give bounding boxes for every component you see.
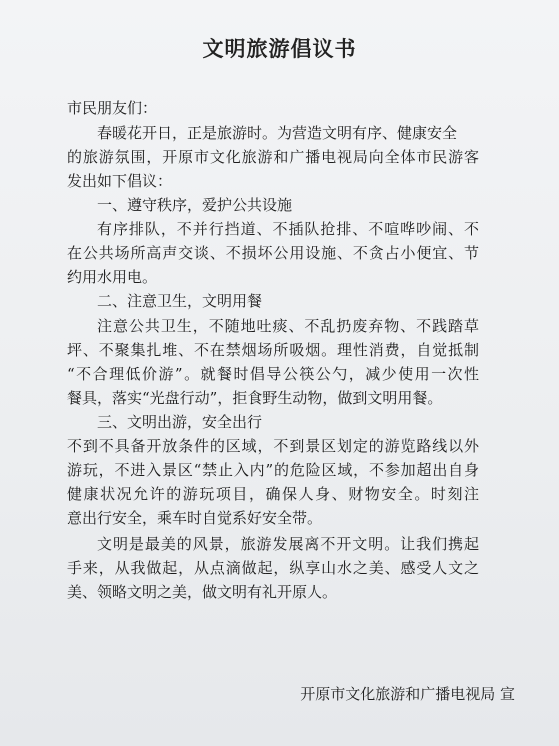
- section-line: 在公共场所高声交谈、不损坏公用设施、不贪占小便宜、节: [67, 244, 479, 262]
- section-line: 有序排队，不并行挡道、不插队抢排、不喧哗吵闹、不: [97, 220, 479, 238]
- closing-line: 美、领略文明之美，做文明有礼开原人。: [67, 583, 338, 601]
- section-line: 健康状况允许的游玩项目，确保人身、财物安全。时刻注: [67, 485, 479, 503]
- section-heading: 一、遵守秩序，爱护公共设施: [97, 196, 293, 214]
- section-line: 注意公共卫生，不随地吐痰、不乱扔废弃物、不践踏草: [97, 317, 479, 335]
- document-title: 文明旅游倡议书: [202, 37, 357, 61]
- closing-line: 文明是最美的风景，旅游发展离不开文明。让我们携起: [97, 535, 479, 553]
- section-line: 坪、不聚集扎堆、不在禁烟场所吸烟。理性消费，自觉抵制: [67, 341, 479, 359]
- section-heading: 三、文明出游，安全出行: [97, 413, 263, 431]
- intro-line: 发出如下倡议：: [67, 172, 173, 190]
- section-line: 约用水用电。: [67, 268, 158, 286]
- section-heading: 二、注意卫生，文明用餐: [97, 292, 263, 310]
- signature: 开原市文化旅游和广播电视局 宣: [300, 685, 515, 703]
- intro-line: 的旅游氛围，开原市文化旅游和广播电视局向全体市民游客: [67, 148, 479, 166]
- section-line: 餐具，落实“光盘行动”，拒食野生动物，做到文明用餐。: [67, 389, 443, 407]
- closing-line: 手来，从我做起，从点滴做起，纵享山水之美、感受人文之: [67, 559, 479, 577]
- greeting: 市民朋友们：: [67, 99, 158, 117]
- section-line: 游玩，不进入景区“禁止入内”的危险区域，不参加超出自身: [67, 461, 479, 479]
- intro-line: 春暖花开日，正是旅游时。为营造文明有序、健康安全: [97, 124, 458, 142]
- section-line: 意出行安全，乘车时自觉系好安全带。: [67, 509, 323, 527]
- section-line: 不到不具备开放条件的区域，不到景区划定的游览路线以外: [67, 437, 479, 455]
- section-line: “不合理低价游”。就餐时倡导公筷公勺，减少使用一次性: [67, 365, 479, 383]
